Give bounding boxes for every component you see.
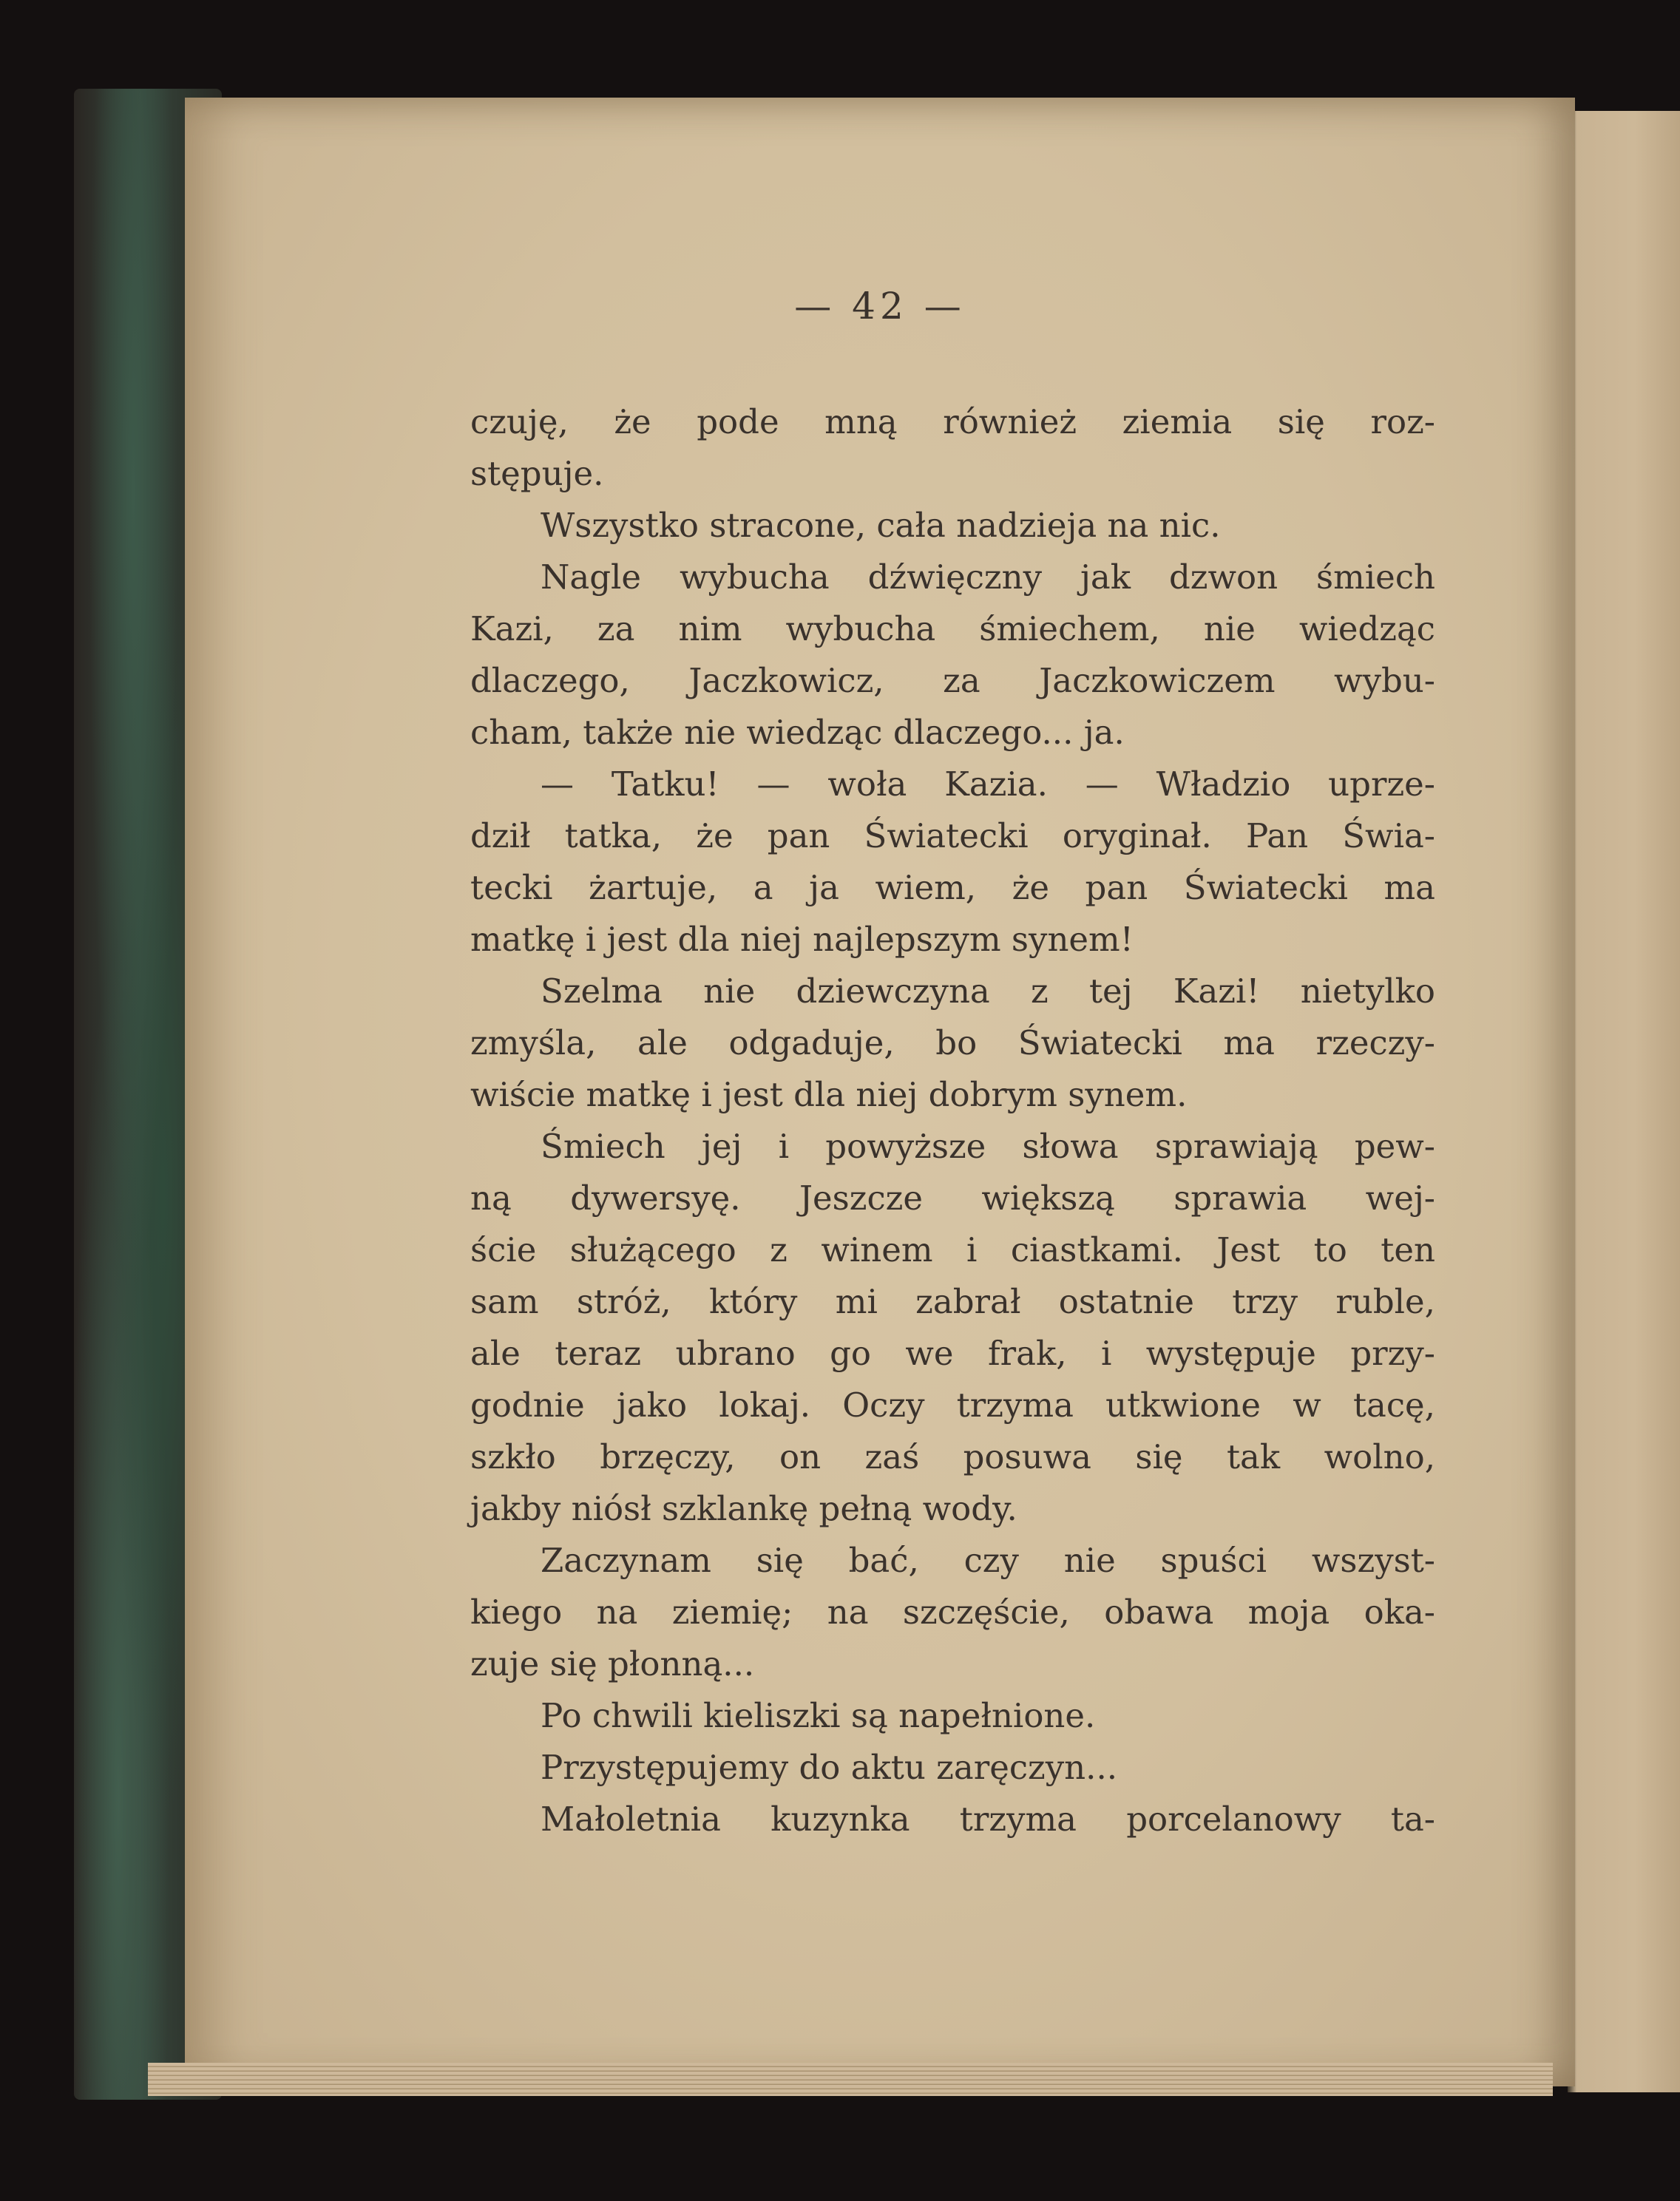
- text-line: Kazi, za nim wybucha śmiechem, nie wiedząc: [470, 609, 1435, 648]
- text-line: zmyśla, ale odgaduje, bo Światecki ma rzeczy-: [470, 1023, 1435, 1062]
- text-line: Nagle wybucha dźwięczny jak dzwon śmiech: [541, 557, 1435, 597]
- text-line: Zaczynam się bać, czy nie spuści wszyst-: [541, 1541, 1435, 1580]
- text-line: czuję, że pode mną również ziemia się roz-: [470, 402, 1435, 441]
- text-line: dził tatka, że pan Światecki oryginał. Pan Świa-: [470, 816, 1435, 855]
- text-line: kiego na ziemię; na szczęście, obawa moja oka-: [470, 1593, 1435, 1632]
- text-line: Śmiech jej i powyższe słowa sprawiają pew-: [541, 1127, 1435, 1166]
- text-line: Małoletnia kuzynka trzyma porcelanowy ta-: [541, 1800, 1435, 1839]
- text-line: stępuje.: [470, 454, 604, 493]
- body-text: [470, 396, 1435, 1845]
- text-line: tecki żartuje, a ja wiem, że pan Światecki ma: [470, 868, 1435, 907]
- facing-page-edge: [1568, 111, 1680, 2092]
- text-line: godnie jako lokaj. Oczy trzyma utkwione w tacę,: [470, 1386, 1435, 1425]
- text-line: cham, także nie wiedząc dlaczego... ja.: [470, 713, 1125, 752]
- text-line: Szelma nie dziewczyna z tej Kazi! nietylko: [541, 971, 1435, 1011]
- page-number-header: — 42 —: [794, 285, 966, 328]
- text-line: matkę i jest dla niej najlepszym synem!: [470, 920, 1134, 959]
- text-line: wiście matkę i jest dla niej dobrym synem.: [470, 1075, 1188, 1114]
- text-line: ście służącego z winem i ciastkami. Jest to ten: [470, 1230, 1435, 1269]
- text-line: Przystępujemy do aktu zaręczyn...: [541, 1748, 1118, 1787]
- text-line: zuje się płonną...: [470, 1644, 755, 1683]
- text-line: ną dywersyę. Jeszcze większą sprawia wej-: [470, 1178, 1435, 1218]
- text-line: dlaczego, Jaczkowicz, za Jaczkowiczem wybu-: [470, 661, 1435, 700]
- text-line: jakby niósł szklankę pełną wody.: [470, 1489, 1017, 1528]
- text-line: Po chwili kieliszki są napełnione.: [541, 1696, 1096, 1735]
- text-line: sam stróż, który mi zabrał ostatnie trzy ruble,: [470, 1282, 1435, 1321]
- text-line: — Tatku! — woła Kazia. — Władzio uprze-: [541, 764, 1435, 804]
- text-line: szkło brzęczy, on zaś posuwa się tak wolno,: [470, 1437, 1435, 1476]
- text-line: ale teraz ubrano go we frak, i występuje przy-: [470, 1334, 1435, 1373]
- page-stack-edges: [148, 2063, 1553, 2096]
- text-line: Wszystko stracone, cała nadzieja na nic.: [541, 506, 1221, 545]
